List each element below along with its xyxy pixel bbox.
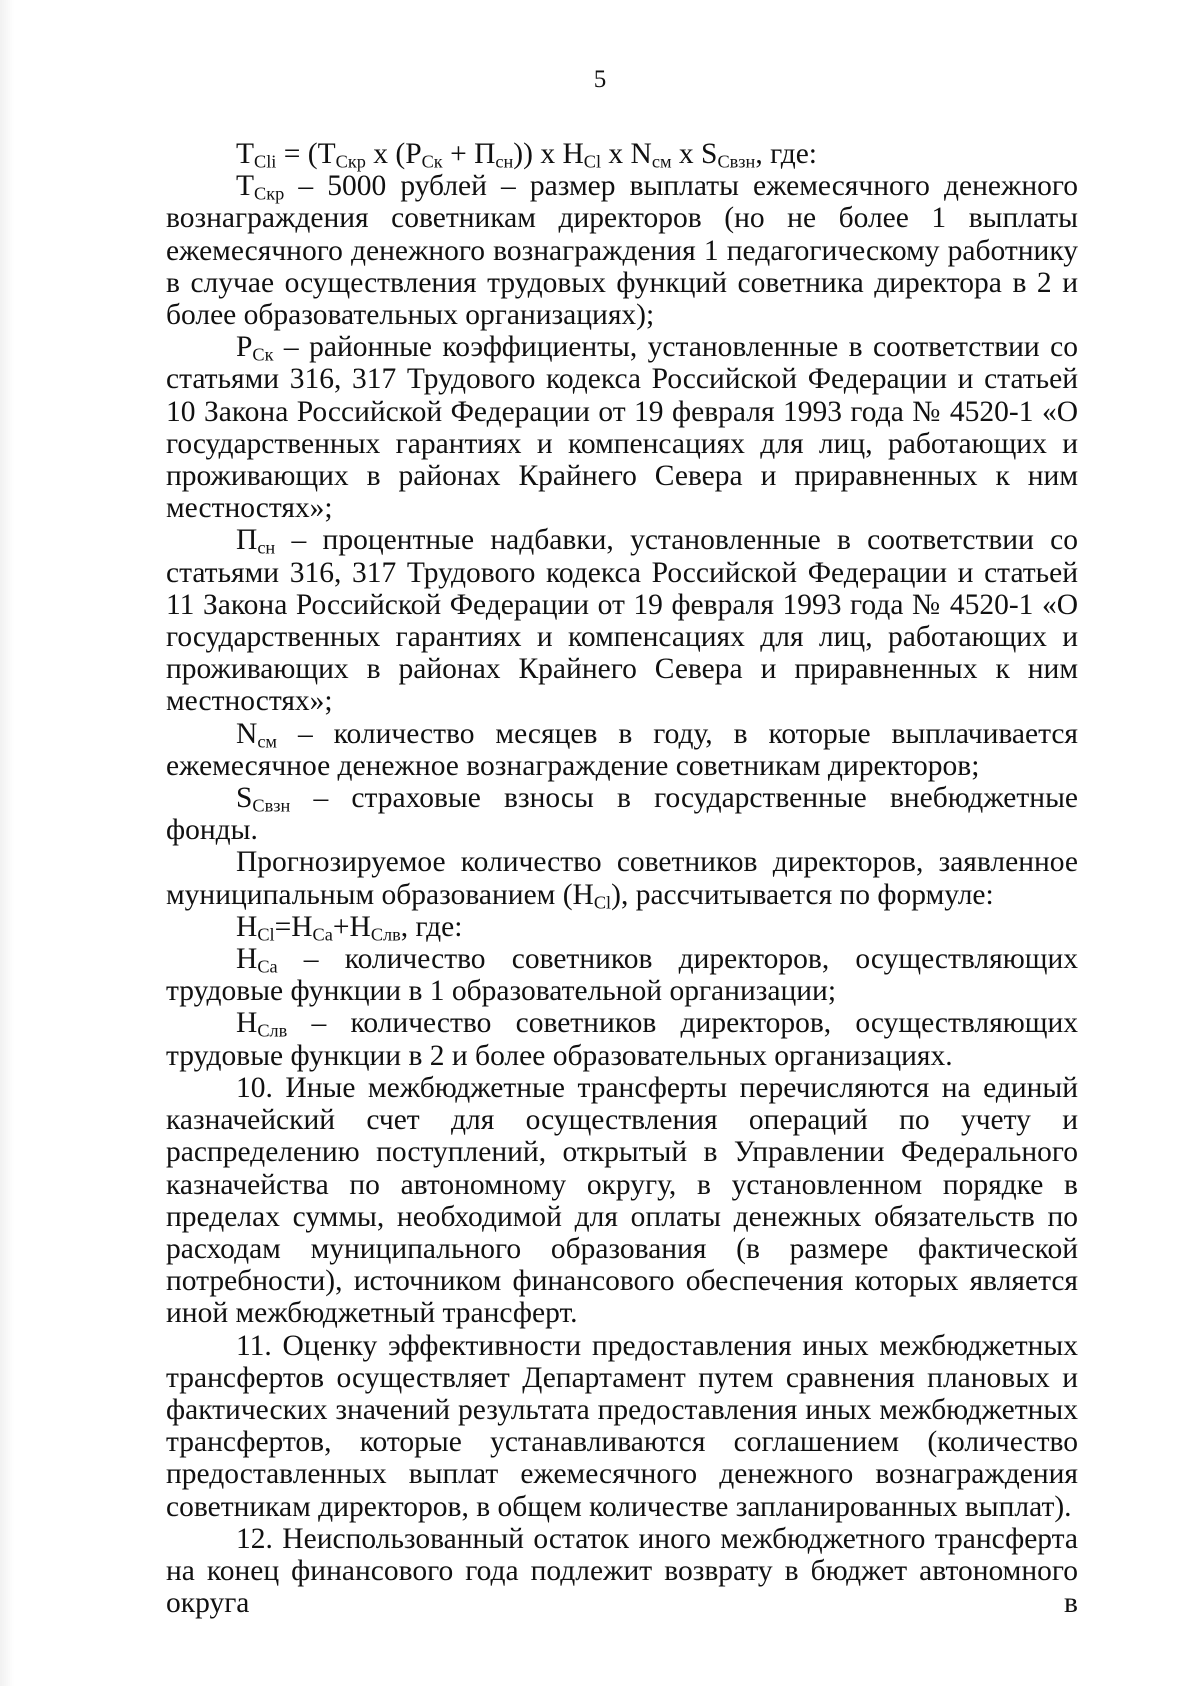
definition-tskr: $Т_{Скр} - 5000$ рублей – размер выплаты ежемесячного денежного вознаграждения советникам директоров (но не более 1 выплаты ежемесячного денежного вознаграждения 1 педагогическому работнику в случае осуществления трудовых функций советника директора в 2 и более образовательных организациях); [166, 170, 1078, 332]
definition-psn: $П_{сн}$ – процентные надбавки, установленные в соответствии со статьями 316, 317 Трудового кодекса Российской Федерации и статьей 11 Закона Российской Федерации от 19 февраля 1993 года № 4520-1 «О государственных гарантиях и компенсациях для лиц, работающих и проживающих в районах Крайнего Севера и приравненных к ним местностях»; [166, 524, 1078, 718]
page-number: 5 [593, 66, 607, 93]
paragraph-11: 11. Оценку эффективности предоставления иных межбюджетных трансфертов осуществляет Департамент путем сравнения плановых и фактических значений результата предоставления иных межбюджетных трансфертов, которые устанавливаются соглашением (количество предоставленных выплат ежемесячного денежного вознаграждения советникам директоров, в общем количестве запланированных выплат). [166, 1329, 1078, 1523]
definition-ssvzn: $S_{Свзн}$ – страховые взносы в государственные внебюджетные фонды. [166, 782, 1078, 847]
formula-h: $Н_{Сl}=Н_{Са}+Н_{Слв}$, где: [236, 910, 463, 945]
definition-rsk: $Р_{Ск}$ – районные коэффициенты, установленные в соответствии со статьями 316, 317 Трудового кодекса Российской Федерации и статьей 10 Закона Российской Федерации от 19 февраля 1993 года № 4520-1 «О государственных гарантиях и компенсациях для лиц, работающих и проживающих в районах Крайнего Севера и приравненных к ним местностях»; [166, 331, 1078, 525]
definition-hsa: $Н_{Са}$ – количество советников директоров, осуществляющих трудовые функции в 1 образовательной организации; [166, 943, 1078, 1008]
document-body [166, 138, 1078, 1619]
scan-edge [0, 0, 14, 1686]
formula-main: $Т_{Сli} = (Т_{Скр}$ х $(Р_{Ск} + П_{сн})$) х $Н_{Сl}$ х $N_{см}$ х $S_{Свзн}$, где: [236, 138, 817, 172]
definition-hslv: $Н_{Слв}$ – количество советников директоров, осуществляющих трудовые функции в 2 и более образовательных организациях. [166, 1007, 1078, 1072]
paragraph-forecast: Прогнозируемое количество советников директоров, заявленное муниципальным образованием $(Н_{Сl})$, рассчитывается по формуле: [166, 846, 1078, 913]
paragraph-10: 10. Иные межбюджетные трансферты перечисляются на единый казначейский счет для осуществления операций по учету и распределению поступлений, открытый в Управлении Федерального казначейства по автономному округу, в установленном порядке в пределах суммы, необходимой для оплаты денежных обязательств по расходам муниципального образования (в размере фактической потребности), источником финансового обеспечения которых является иной межбюджетный трансферт. [166, 1071, 1078, 1330]
paragraph-12: 12. Неиспользованный остаток иного межбюджетного трансферта на конец финансового года подлежит возврату в бюджет автономного округа в [166, 1522, 1078, 1620]
definition-nsm: $N_{см}$ – количество месяцев в году, в которые выплачивается ежемесячное денежное вознаграждение советникам директоров; [166, 717, 1078, 782]
